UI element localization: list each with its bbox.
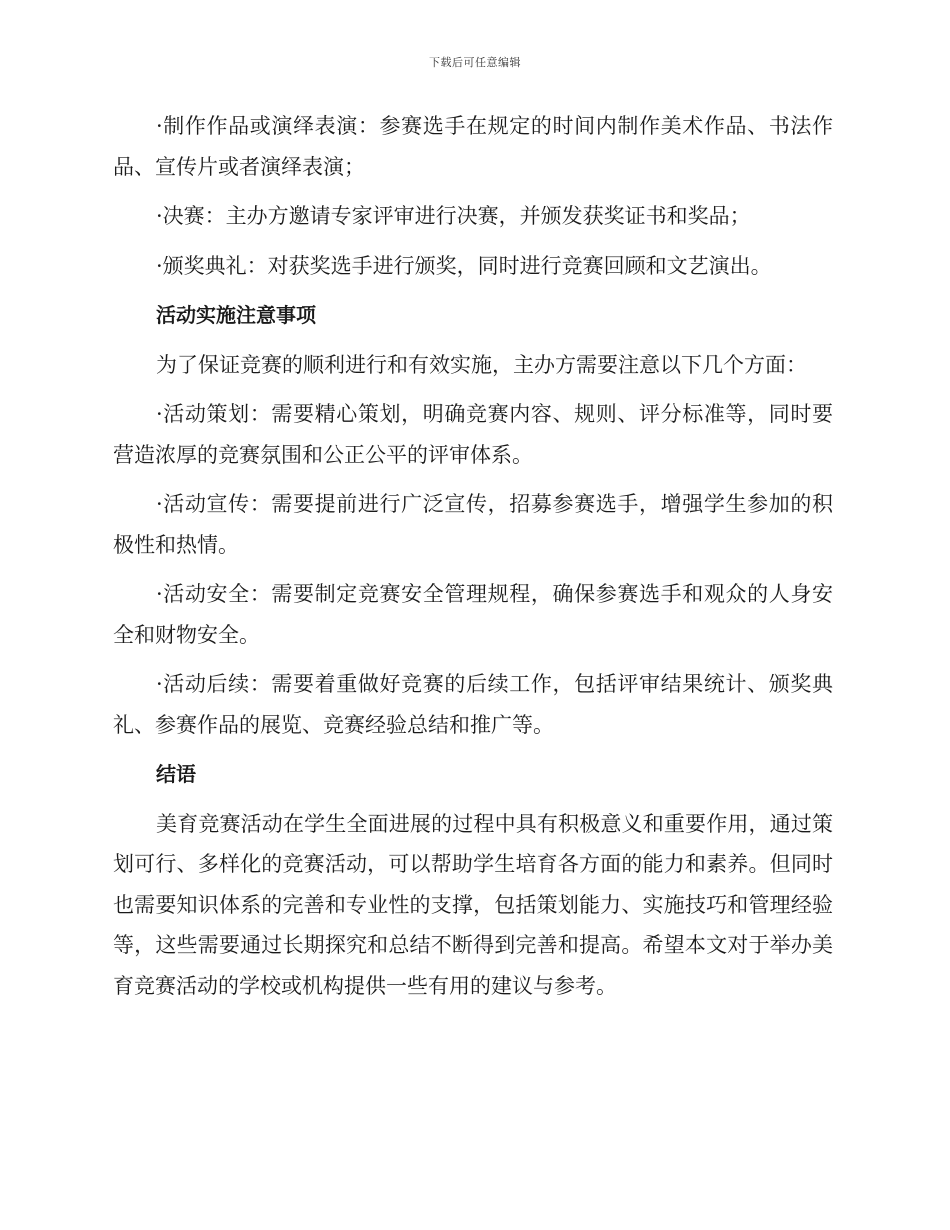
bullet-planning: ·活动策划：需要精心策划，明确竞赛内容、规则、评分标准等，同时要营造浓厚的竞赛氛围和公正公平的评审体系。 [113,402,833,467]
section-heading-conclusion: 结语 [156,762,196,786]
bullet-award-ceremony: ·颁奖典礼：对获奖选手进行颁奖，同时进行竞赛回顾和文艺演出。 [156,253,772,278]
bullet-safety: ·活动安全：需要制定竞赛安全管理规程，确保参赛选手和观众的人身安全和财物安全。 [113,582,833,647]
bullet-final: ·决赛：主办方邀请专家评审进行决赛，并颁发获奖证书和奖品； [156,204,751,228]
page-header: 下载后可任意编辑 [429,56,521,69]
bullet-follow-up: ·活动后续：需要着重做好竞赛的后续工作，包括评审结果统计、颁奖典礼、参赛作品的展览、竞赛经验总结和推广等。 [113,672,833,737]
bullet-publicity: ·活动宣传：需要提前进行广泛宣传，招募参赛选手，增强学生参加的积极性和热情。 [113,492,833,557]
bullet-production-performance: ·制作作品或演绎表演：参赛选手在规定的时间内制作美术作品、书法作品、宣传片或者演绎表演； [113,114,833,179]
notes-intro: 为了保证竞赛的顺利进行和有效实施，主办方需要注意以下几个方面： [156,352,807,377]
document-body [113,106,833,1015]
section-heading-notes: 活动实施注意事项 [156,303,316,327]
conclusion-paragraph: 美育竞赛活动在学生全面进展的过程中具有积极意义和重要作用，通过策划可行、多样化的竞赛活动，可以帮助学生培育各方面的能力和素养。但同时也需要知识体系的完善和专业性的支撑，包括策划能力、实施技巧和管理经验等，这些需要通过长期探究和总结不断得到完善和提高。希望本文对于举办美育竞赛活动的学校或机构提供一些有用的建议与参考。 [113,811,833,998]
